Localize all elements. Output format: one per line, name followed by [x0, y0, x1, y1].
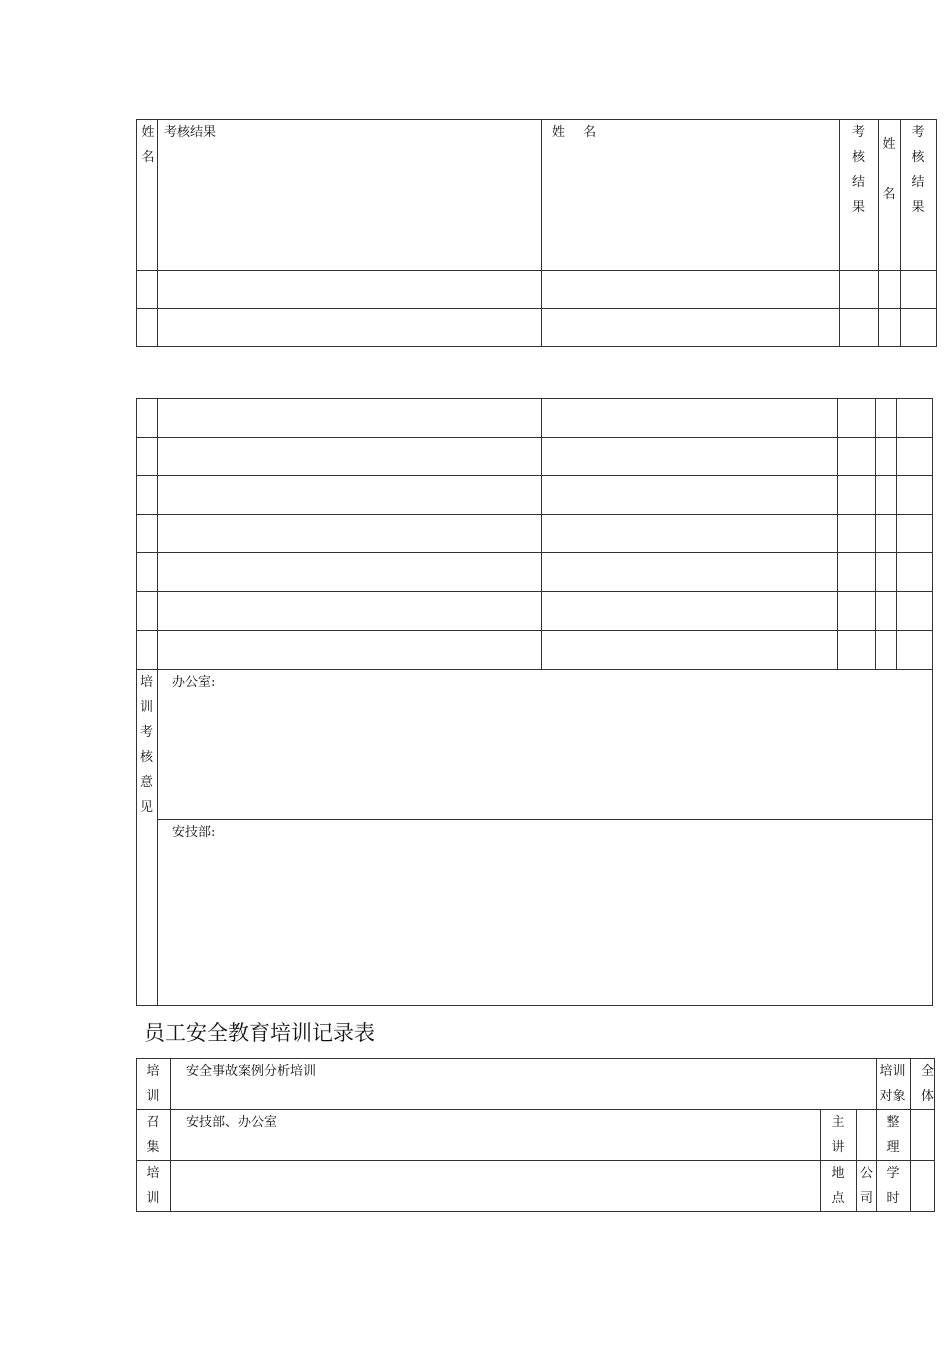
table-row [137, 592, 933, 631]
organizer-label-cell [877, 1110, 911, 1161]
header-name-col2 [542, 120, 840, 271]
target-label-cell [877, 1059, 911, 1110]
header-result-col3-text: 考核结果 [911, 125, 925, 215]
record-row-convener [137, 1110, 935, 1161]
organizer-value-cell [911, 1110, 935, 1161]
assessment-table-top [136, 119, 937, 347]
speaker-label: 主讲 [831, 1115, 845, 1155]
opinion-label-cell [137, 670, 158, 1006]
record-row-location [137, 1161, 935, 1212]
convener-label-cell [137, 1110, 171, 1161]
header-result-col2-text: 考核结果 [852, 125, 866, 215]
speaker-value-cell [857, 1110, 877, 1161]
target-value: 全体 [921, 1064, 935, 1104]
header-result-col1: 考核结果 [158, 120, 542, 271]
table-row [137, 553, 933, 592]
table-row [137, 515, 933, 553]
target-label: 培训对象 [879, 1064, 906, 1104]
header-result-col3 [901, 120, 937, 271]
speaker-label-cell [821, 1110, 857, 1161]
training-label-cell [137, 1161, 171, 1212]
hours-label-cell [877, 1161, 911, 1212]
opinion-office-cell [158, 670, 933, 820]
record-title: 员工安全教育培训记录表 [144, 1021, 375, 1045]
location-value: 公司 [860, 1166, 874, 1206]
table-row [137, 399, 933, 438]
opinion-office-row [137, 670, 933, 820]
location-label: 地点 [831, 1166, 845, 1206]
topic-label: 培训 [146, 1064, 160, 1104]
hours-value-cell [911, 1161, 935, 1212]
location-value-cell [857, 1161, 877, 1212]
header-name-col3 [879, 120, 901, 271]
table-row [137, 309, 937, 347]
table-row [137, 271, 937, 309]
header-name-col3-text: 姓名 [882, 137, 896, 202]
convener-label: 召集 [146, 1115, 160, 1155]
organizer-label: 整理 [886, 1115, 900, 1155]
record-row-topic [137, 1059, 935, 1110]
topic-label-cell [137, 1059, 171, 1110]
hours-label: 学时 [886, 1166, 900, 1206]
table-row [137, 438, 933, 476]
header-name-col2-text: 姓 名 [552, 125, 597, 140]
office-label: 办公室: [172, 675, 216, 690]
convener-value: 安技部、办公室 [186, 1115, 278, 1130]
topic-value: 安全事故案例分析培训 [186, 1064, 317, 1079]
location-label-cell [821, 1161, 857, 1212]
header-result-col2 [840, 120, 879, 271]
target-value-cell [911, 1059, 935, 1110]
table-row [137, 476, 933, 515]
header-name-col1-text: 姓名 [141, 125, 155, 165]
training-label: 培训 [146, 1166, 160, 1206]
topic-value-cell [171, 1059, 877, 1110]
safety-dept-label: 安技部: [172, 825, 216, 840]
opinion-safety-cell [158, 820, 933, 1006]
training-record-table [136, 1058, 935, 1212]
opinion-label: 培训考核意见 [140, 675, 154, 815]
assessment-table-bottom [136, 398, 933, 1006]
training-value-cell [171, 1161, 821, 1212]
assessment-header-row [137, 120, 937, 271]
table-row [137, 631, 933, 670]
opinion-safety-row [137, 820, 933, 1006]
header-name-col1 [137, 120, 158, 271]
convener-value-cell [171, 1110, 821, 1161]
